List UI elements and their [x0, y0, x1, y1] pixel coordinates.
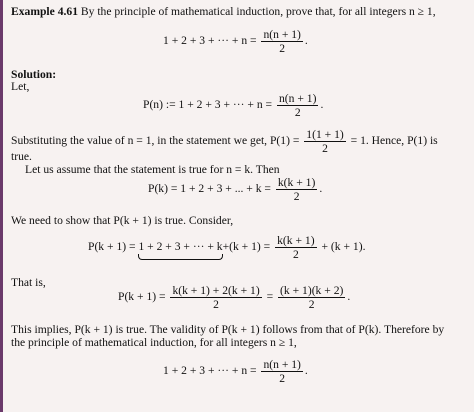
solution-label: Solution: — [11, 68, 57, 81]
equation-6: 1 + 2 + 3 + ··· + n = $\frac{n(n + 1)}{2}$ . — [163, 358, 308, 385]
eq6-fraction: $\frac{n(n + 1)}{2}$ — [263, 358, 301, 385]
equation-5: P(k + 1) = $\frac{k(k + 1) + 2(k + 1)}{2}$ = $\frac{(k + 1)(k + 2)}{2}$ . — [118, 284, 351, 311]
example-label: Example 4.61 — [11, 5, 78, 18]
example-prompt: By the principle of mathematical induction, prove that, for all integers n ≥ 1, — [80, 5, 436, 18]
example-heading — [11, 5, 436, 19]
eq1-lhs: 1 + 2 + 3 + ··· + n = — [163, 34, 257, 48]
need-line: We need to show that P(k + 1) is true. Consider, — [11, 214, 234, 227]
eq1-fraction: $\frac{n(n + 1)}{2}$ — [263, 28, 301, 55]
subst-fraction: $\frac{1(1 + 1)}{2}$ — [306, 128, 344, 155]
equation-4: P(k + 1) = 1 + 2 + 3 + ··· + k +(k + 1) = $\frac{k(k + 1)}{2}$ + (k + 1). — [88, 234, 366, 261]
underbrace-sum: 1 + 2 + 3 + ··· + k — [138, 240, 222, 254]
substitution-cont: true. — [11, 150, 32, 163]
assume-line: Let us assume that the statement is true for n = k. Then — [25, 163, 280, 176]
underbrace-icon — [138, 254, 222, 260]
let-label: Let, — [11, 80, 30, 93]
substitution-line: Substituting the value of n = 1, in the statement we get, P(1) = $\frac{1(1 + 1)}{2}$ = 1. Hence, P(1) is — [11, 128, 438, 155]
eq5-fraction-1: $\frac{k(k + 1) + 2(k + 1)}{2}$ — [172, 284, 260, 311]
that-is-label: That is, — [11, 276, 46, 289]
eq3-fraction: $\frac{k(k + 1)}{2}$ — [277, 176, 316, 203]
equation-3: P(k) = 1 + 2 + 3 + ... + k = $\frac{k(k + 1)}{2}$ . — [148, 176, 323, 203]
equation-2: P(n) := 1 + 2 + 3 + ··· + n = $\frac{n(n + 1)}{2}$ . — [143, 92, 324, 119]
conclusion-line-1: This implies, P(k + 1) is true. The validity of P(k + 1) follows from that of P(k). Therefore by — [11, 323, 445, 336]
equation-1: 1 + 2 + 3 + ··· + n = $\frac{n(n + 1)}{2}$ . — [163, 28, 308, 55]
eq2-fraction: $\frac{n(n + 1)}{2}$ — [278, 92, 317, 119]
eq5-fraction-2: $\frac{(k + 1)(k + 2)}{2}$ — [280, 284, 344, 311]
eq4-fraction: $\frac{k(k + 1)}{2}$ — [277, 234, 315, 261]
conclusion-line-2: the principle of mathematical induction, for all integers n ≥ 1, — [11, 336, 297, 349]
